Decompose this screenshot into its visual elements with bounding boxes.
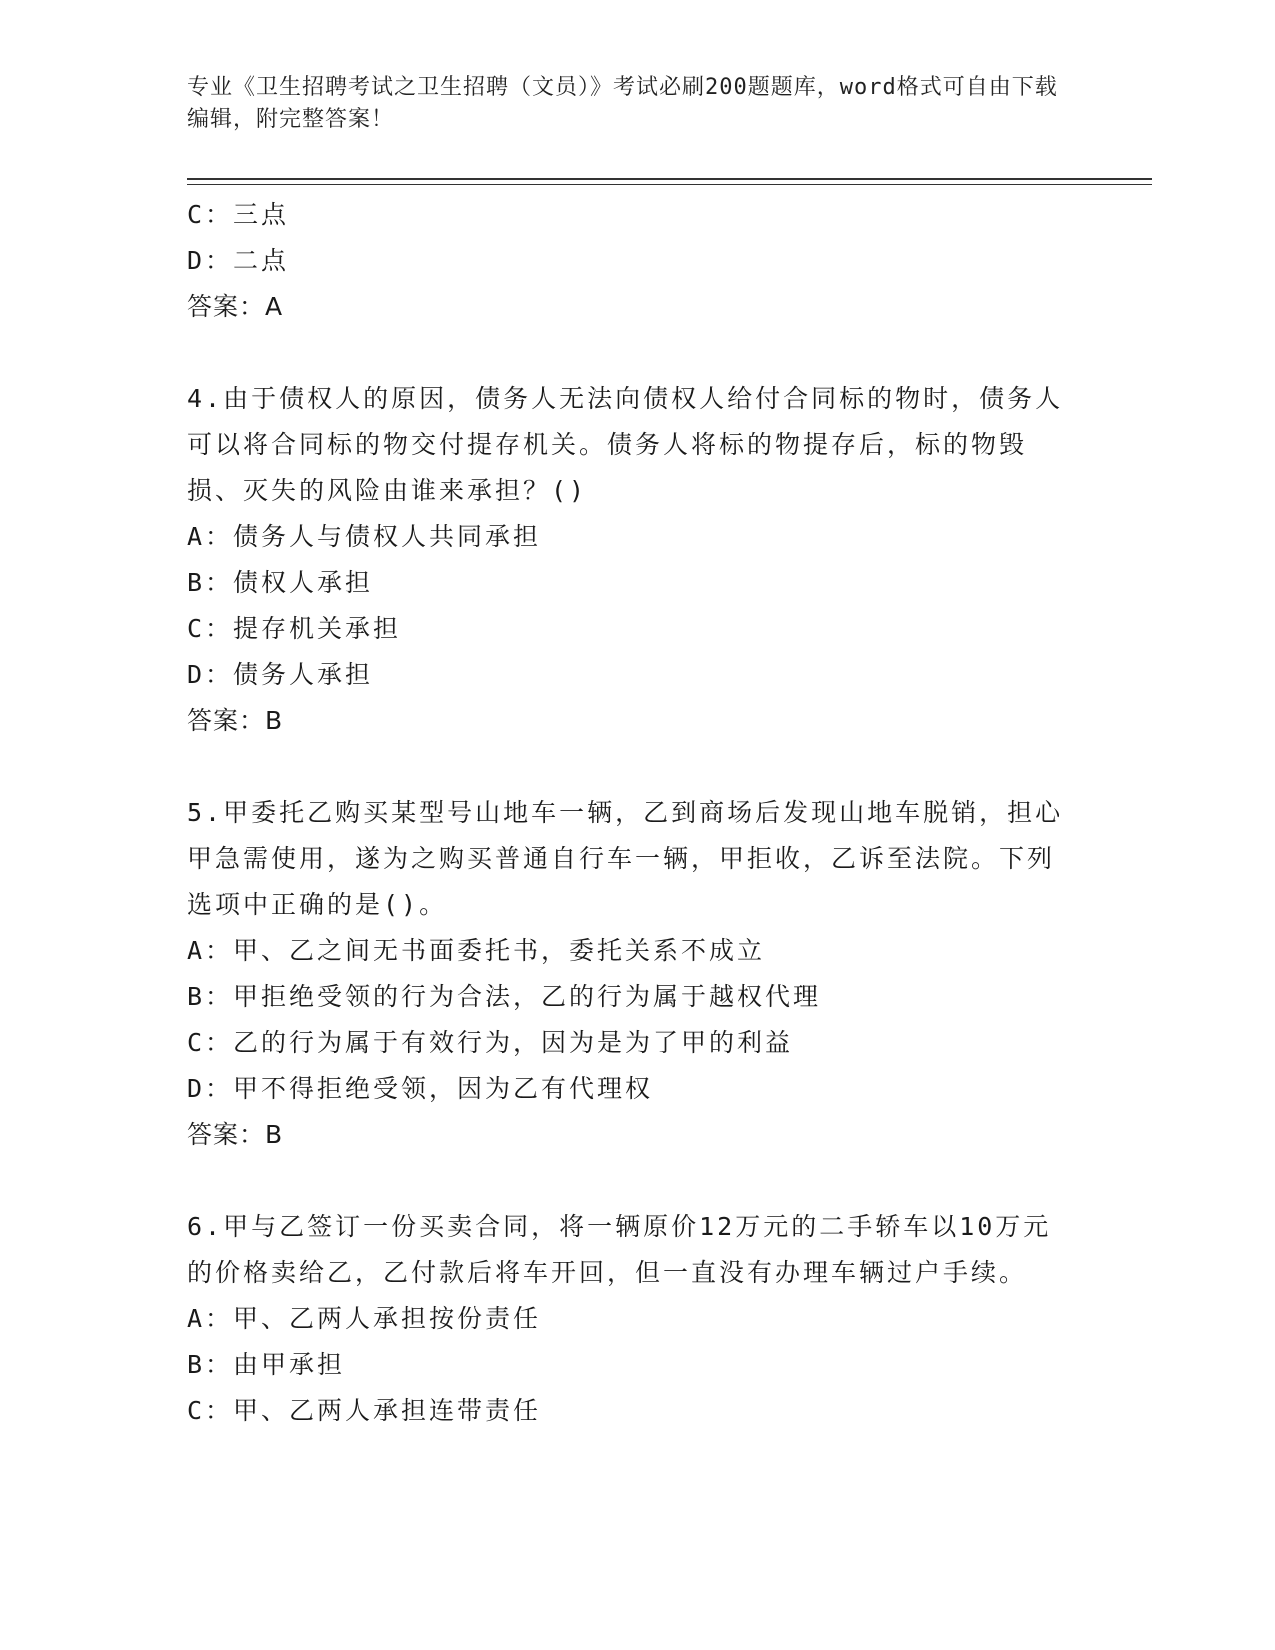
answer-line: 答案：B <box>187 1120 284 1149</box>
option-d: D：债务人承担 <box>187 660 374 689</box>
partial-question <box>187 192 1067 330</box>
option-c: C：乙的行为属于有效行为，因为是为了甲的利益 <box>187 1028 794 1057</box>
option-a: A：甲、乙之间无书面委托书，委托关系不成立 <box>187 936 766 965</box>
question-text: 4.由于债权人的原因，债务人无法向债权人给付合同标的物时，债务人可以将合同标的物交付提存机关。债务人将标的物提存后，标的物毁损、灭失的风险由谁来承担？() <box>187 384 1064 505</box>
option-a: A：债务人与债权人共同承担 <box>187 522 542 551</box>
answer-line: 答案：A <box>187 292 284 321</box>
answer-line: 答案：B <box>187 706 284 735</box>
option-c: C：甲、乙两人承担连带责任 <box>187 1396 542 1425</box>
option-d: D：甲不得拒绝受领，因为乙有代理权 <box>187 1074 654 1103</box>
header-rule-thick <box>187 178 1152 180</box>
document-body <box>187 192 1067 1434</box>
question-6 <box>187 1204 1067 1434</box>
option-d: D：二点 <box>187 246 290 275</box>
option-c: C：提存机关承担 <box>187 614 402 643</box>
question-5 <box>187 790 1067 1158</box>
option-a: A：甲、乙两人承担按份责任 <box>187 1304 542 1333</box>
question-4 <box>187 376 1067 744</box>
question-text: 5.甲委托乙购买某型号山地车一辆，乙到商场后发现山地车脱销，担心甲急需使用，遂为之购买普通自行车一辆，甲拒收，乙诉至法院。下列选项中正确的是()。 <box>187 798 1064 919</box>
header-rule-thin <box>187 184 1152 185</box>
option-b: B：债权人承担 <box>187 568 374 597</box>
option-b: B：甲拒绝受领的行为合法，乙的行为属于越权代理 <box>187 982 822 1011</box>
option-b: B：由甲承担 <box>187 1350 346 1379</box>
option-c: C：三点 <box>187 200 290 229</box>
page-header: 专业《卫生招聘考试之卫生招聘（文员）》考试必刷200题题库，word格式可自由下载编辑，附完整答案！ <box>187 75 1058 132</box>
question-text: 6.甲与乙签订一份买卖合同，将一辆原价12万元的二手轿车以10万元的价格卖给乙，乙付款后将车开回，但一直没有办理车辆过户手续。 <box>187 1212 1052 1287</box>
